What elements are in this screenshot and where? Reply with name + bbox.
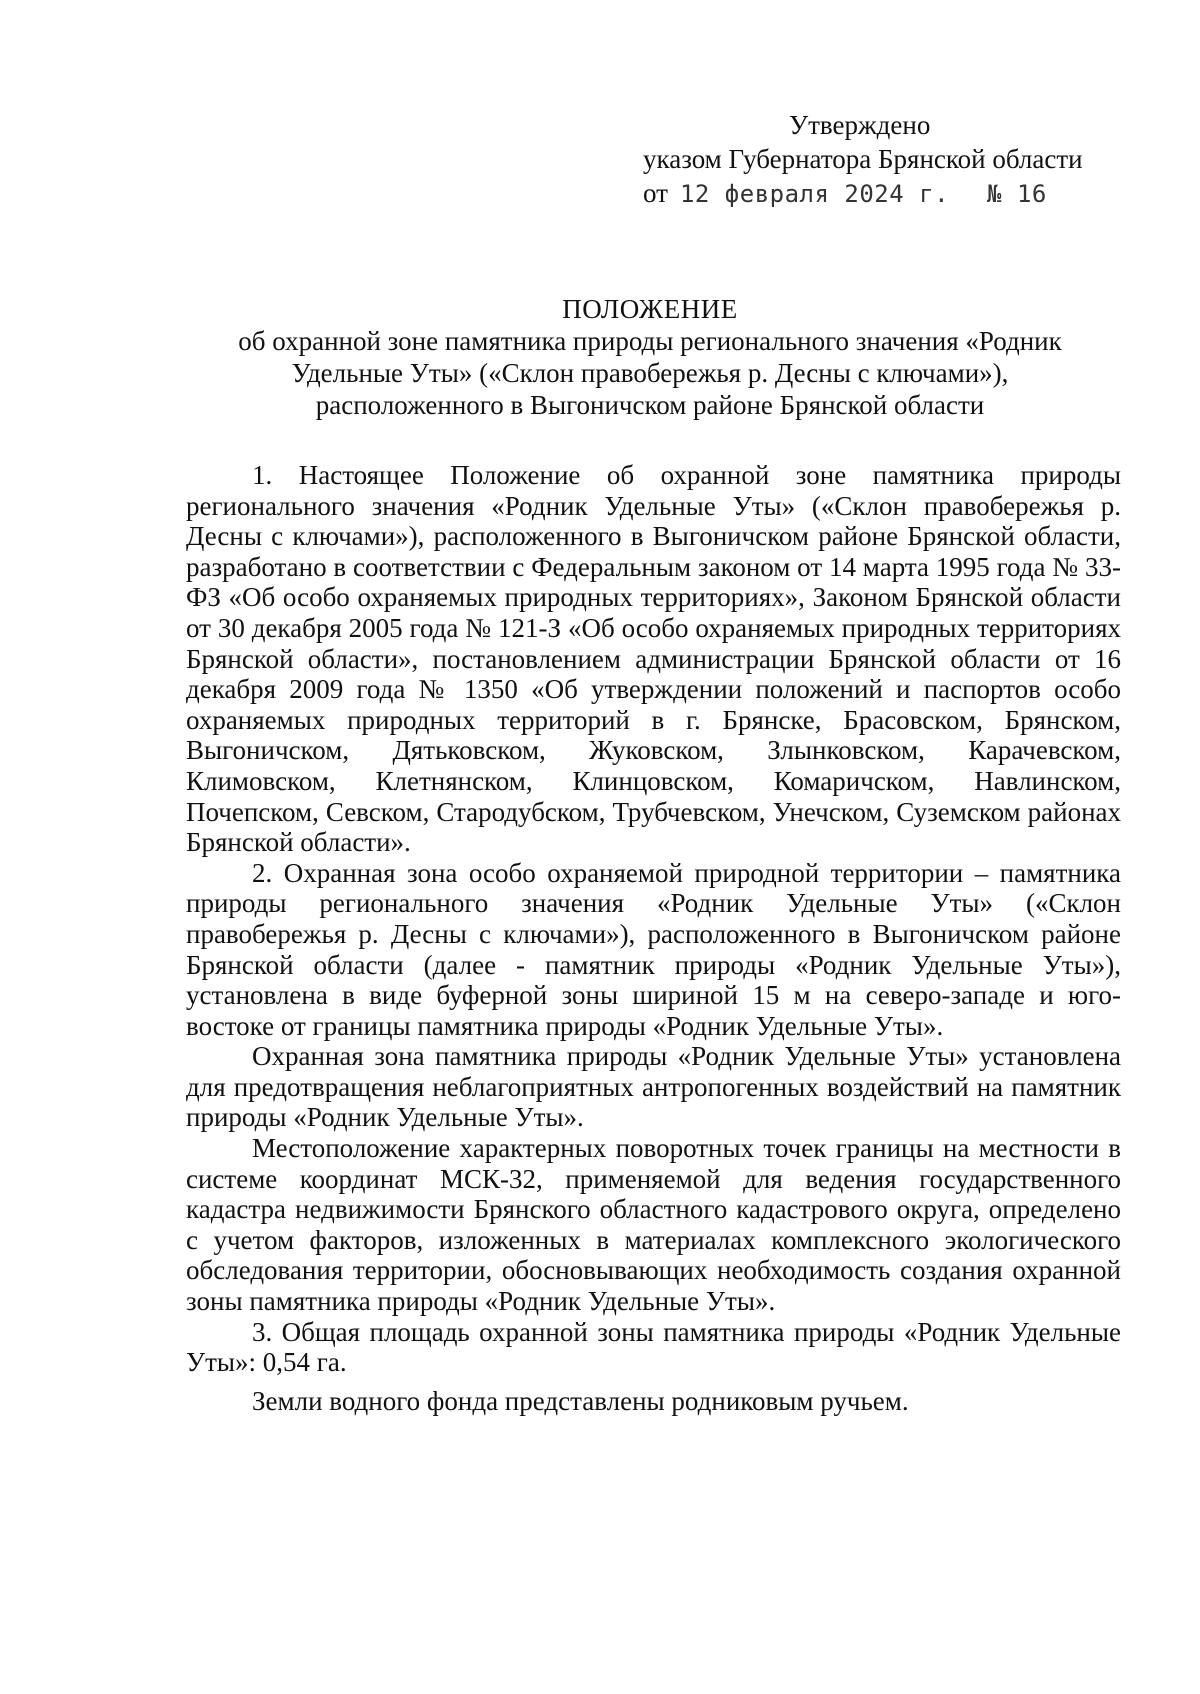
document-subtitle-line-1: об охранной зоне памятника природы регионального значения «Родник bbox=[238, 326, 1062, 356]
paragraph-3: Охранная зона памятника природы «Родник Удельные Уты» установлена для предотвращения неблагоприятных антропогенных воздействий на памятник природы «Родник Удельные Уты». bbox=[186, 1041, 1121, 1133]
document-subtitle-line-3: расположенного в Выгоничском районе Брянской области bbox=[315, 390, 985, 420]
approved-label: Утверждено bbox=[789, 110, 931, 140]
paragraph-2: 2. Охранная зона особо охраняемой природной территории – памятника природы регионального значения «Родник Удельные Уты» («Склон правобережья р. Десны с ключами»), расположенного в Выгоничском районе Брянской области (далее - памятник природы «Родник Удельные Уты»), установлена в виде буферной зоны шириной 15 м на северо-западе и юго-востоке от границы памятника природы «Родник Удельные Уты». bbox=[186, 857, 1121, 1041]
paragraph-6: Земли водного фонда представлены родниковым ручьем. bbox=[252, 1385, 909, 1416]
document-title: ПОЛОЖЕНИЕ bbox=[562, 294, 738, 324]
decree-line: указом Губернатора Брянской области bbox=[643, 144, 1083, 174]
decree-number: № 16 bbox=[987, 180, 1047, 208]
paragraph-5: 3. Общая площадь охранной зоны памятника природы «Родник Удельные Уты»: 0,54 га. bbox=[186, 1316, 1121, 1378]
date-stamp: 12 февраля 2024 г. bbox=[679, 180, 950, 208]
title-block bbox=[180, 293, 1120, 421]
document-body bbox=[186, 460, 1121, 1416]
approval-block bbox=[643, 108, 1123, 211]
document-subtitle-line-2: Удельные Уты» («Склон правобережья р. Десны с ключами»), bbox=[291, 358, 1009, 388]
decree-date-line bbox=[643, 176, 1123, 211]
paragraph-1: 1. Настоящее Положение об охранной зоне памятника природы регионального значения «Родник Удельные Уты» («Склон правобережья р. Десны с ключами»), расположенного в Выгоничском районе Брянской области, разработано в соответствии с Федеральным законом от 14 марта 1995 года № 33-ФЗ «Об особо охраняемых природных территориях», Законом Брянской области от 30 декабря 2005 года № 121-З «Об особо охраняемых природных территориях Брянской области», постановлением администрации Брянской области от 16 декабря 2009 года № 1350 «Об утверждении положений и паспортов особо охраняемых природных территорий в г. Брянске, Брасовском, Брянском, Выгоничском, Дятьковском, Жуковском, Злынковском, Карачевском, Климовском, Клетнянском, Клинцовском, Комаричском, Навлинском, Почепском, Севском, Стародубском, Трубчевском, Унечском, Суземском районах Брянской области». bbox=[186, 460, 1121, 858]
paragraph-4: Местоположение характерных поворотных точек границы на местности в системе координат МСК-32, применяемой для ведения государственного кадастра недвижимости Брянского областного кадастрового округа, определено с учетом факторов, изложенных в материалах комплексного экологического обследования территории, обосновывающих необходимость создания охранной зоны памятника природы «Родник Удельные Уты». bbox=[186, 1133, 1121, 1317]
date-prefix: от bbox=[643, 178, 668, 208]
